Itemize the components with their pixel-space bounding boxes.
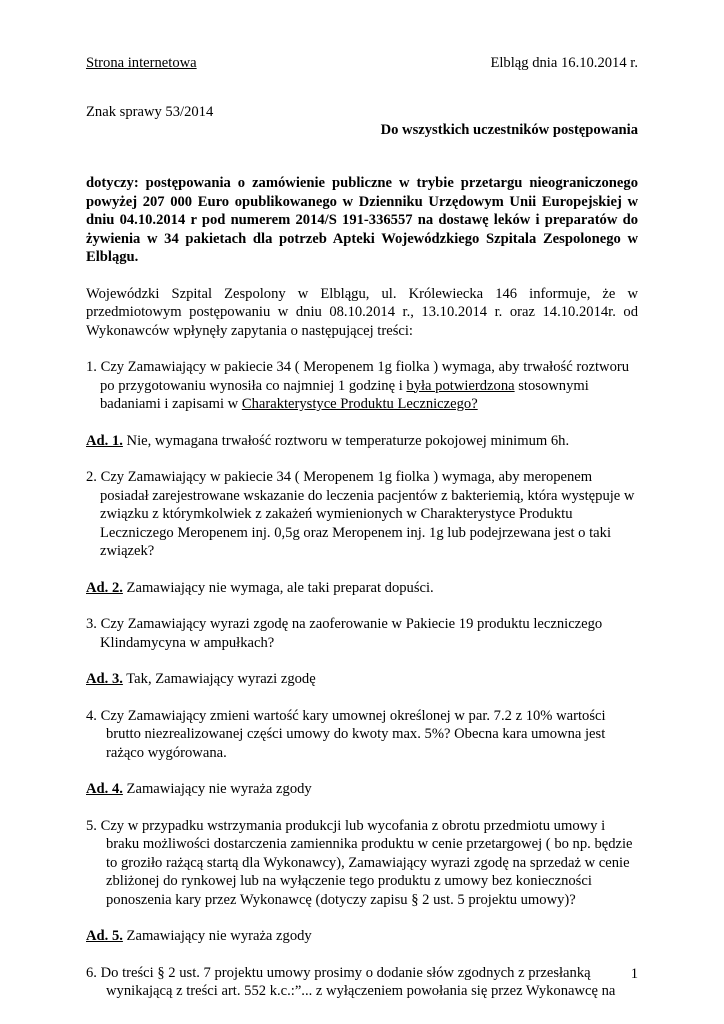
answer-5 — [86, 927, 638, 946]
answer-3-text: Tak, Zamawiający wyrazi zgodę — [122, 671, 316, 687]
question-1-underlined-b: Charakterystyce Produktu Leczniczego? — [241, 396, 478, 412]
addressee: Do wszystkich uczestników postępowania — [380, 122, 638, 138]
answer-5-text: Zamawiający nie wyraża zgody — [122, 928, 312, 944]
website-label: Strona internetowa — [86, 55, 197, 71]
header — [86, 54, 638, 72]
answer-2-text: Zamawiający nie wymaga, ale taki preparat dopuści. — [122, 579, 434, 596]
answer-4 — [86, 780, 638, 799]
answer-1-label: Ad. 1. — [86, 432, 123, 449]
place-date: Elbląg dnia 16.10.2014 r. — [490, 55, 638, 71]
question-6: 6. Do treści § 2 ust. 7 projektu umowy prosimy o dodanie słów zgodnych z przesłanką wynikającą z treści art. 552 k.c.:”... z wyłączeniem powołania się przez Wykonawcę na — [86, 964, 616, 999]
question-1-text-b: stosownymi badaniami i zapisami w — [100, 377, 589, 412]
question-5: 5. Czy w przypadku wstrzymania produkcji lub wycofania z obrotu przedmiotu umowy i braku możliwości dostarczenia zamiennika produktu w cenie przetargowej ( bo np. będzie to groziło rażącą startą dla Wykonawcy), Zamawiający wyrazi zgodę na sprzedaż w cenie zbliżonej do rynkowej lub na wyłączenie tego produktu z umowy bez konieczności ponoszenia kary przez Wykonawcę (dotyczy zapisu § 2 ust. 5 projektu umowy)? — [86, 817, 633, 908]
answer-1-text: Nie, wymagana trwałość roztworu w temperaturze pokojowej minimum 6h. — [122, 432, 570, 449]
intro-paragraph: Wojewódzki Szpital Zespolony w Elblągu, ul. Królewiecka 146 informuje, że w przedmiotowym postępowaniu w dniu 08.10.2014 r., 13.10.2014 r. oraz 14.10.2014r. od Wykonawców wpłynęły zapytania o następującej treści: — [86, 285, 638, 339]
question-2: 2. Czy Zamawiający w pakiecie 34 ( Meropenem 1g fiolka ) wymaga, aby meropenem posiadał zarejestrowane wskazanie do leczenia pacjentów z bakteriemią, która występuje w związku z którymkolwiek z zakażeń wymienionych w Charakterystyce Produktu Leczniczego Meropenem inj. 0,5g oraz Meropenem inj. 1g lub podejrzewana jest o taki związek? — [86, 469, 635, 559]
question-1-underlined-a: była potwierdzona — [406, 377, 515, 394]
answer-3 — [86, 670, 638, 689]
letter-body — [86, 174, 638, 1001]
answer-3-label: Ad. 3. — [86, 671, 123, 687]
answer-1 — [86, 432, 638, 451]
answer-2-label: Ad. 2. — [86, 579, 123, 596]
answer-4-text: Zamawiający nie wyraża zgody — [122, 781, 312, 797]
page-number: 1 — [630, 966, 638, 982]
question-3: 3. Czy Zamawiający wyrazi zgodę na zaoferowanie w Pakiecie 19 produktu leczniczego Klindamycyna w ampułkach? — [86, 616, 603, 651]
subject-paragraph: dotyczy: postępowania o zamówienie publiczne w trybie przetargu nieograniczonego powyżej 207 000 Euro opublikowanego w Dzienniku Urzędowym Unii Europejskiej w dniu 04.10.2014 r pod numerem 2014/S 191-336557 na dostawę leków i preparatów do żywienia w 34 pakietach dla potrzeb Apteki Wojewódzkiego Szpitala Zespolonego w Elblągu. — [86, 175, 638, 265]
answer-2 — [86, 579, 638, 598]
answer-5-label: Ad. 5. — [86, 928, 123, 944]
question-1-text-a: 1. Czy Zamawiający w pakiecie 34 ( Meropenem 1g fiolka ) wymaga, aby trwałość roztworu po przygotowaniu wynosiła co najmniej 1 godzinę i — [86, 359, 630, 394]
answer-4-label: Ad. 4. — [86, 781, 123, 797]
question-4: 4. Czy Zamawiający zmieni wartość kary umownej określonej w par. 7.2 z 10% wartości brutto niezrealizowanej części umowy do kwoty max. 5%? Obecna kara umowna jest rażąco wygórowana. — [86, 707, 606, 761]
question-1 — [86, 358, 638, 414]
case-number: Znak sprawy 53/2014 — [86, 104, 214, 120]
